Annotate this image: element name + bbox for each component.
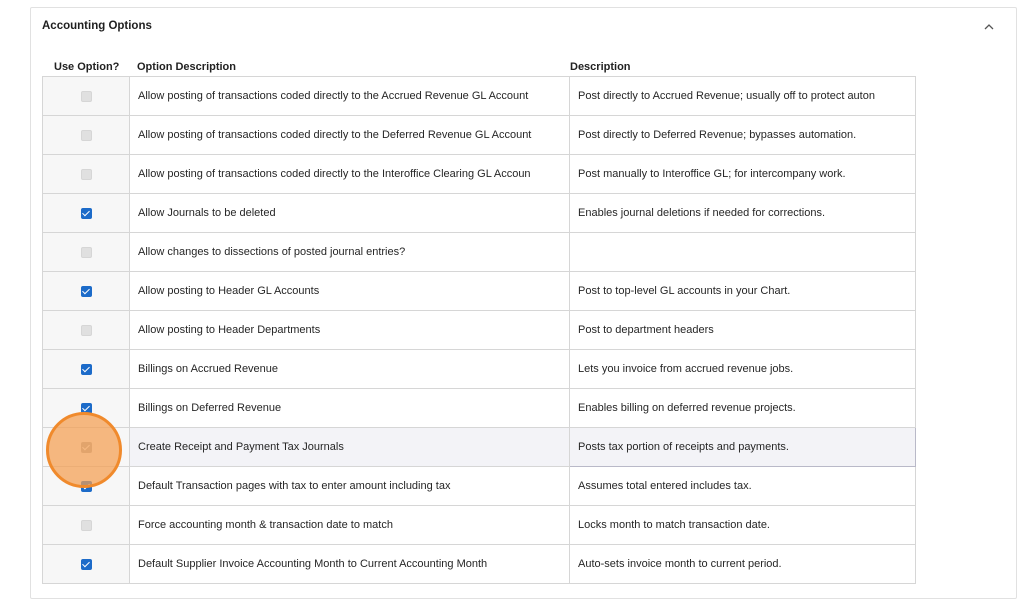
table-row: [43, 506, 916, 545]
options-table: [42, 76, 916, 584]
use-option-checkbox[interactable]: [81, 325, 92, 336]
table-row: [43, 428, 916, 467]
use-option-cell: [43, 116, 130, 155]
use-option-checkbox[interactable]: [81, 286, 92, 297]
description-cell[interactable]: Assumes total entered includes tax.: [570, 467, 916, 506]
column-header-option-description: Option Description: [137, 61, 236, 73]
accounting-options-panel: [30, 7, 1017, 599]
table-row: [43, 194, 916, 233]
use-option-cell: [43, 467, 130, 506]
description-cell[interactable]: Post directly to Deferred Revenue; bypasses automation.: [570, 116, 916, 155]
description-cell[interactable]: Enables billing on deferred revenue projects.: [570, 389, 916, 428]
description-cell[interactable]: Posts tax portion of receipts and payments.: [570, 428, 916, 467]
option-description-cell: Billings on Accrued Revenue: [130, 350, 570, 389]
table-row: [43, 155, 916, 194]
use-option-cell: [43, 155, 130, 194]
panel-title: Accounting Options: [42, 20, 152, 32]
use-option-cell: [43, 233, 130, 272]
description-cell[interactable]: Post manually to Interoffice GL; for intercompany work.: [570, 155, 916, 194]
use-option-checkbox[interactable]: [81, 208, 92, 219]
option-description-cell: Allow posting of transactions coded directly to the Accrued Revenue GL Account: [130, 77, 570, 116]
use-option-checkbox[interactable]: [81, 559, 92, 570]
use-option-checkbox[interactable]: [81, 169, 92, 180]
option-description-cell: Default Supplier Invoice Accounting Month to Current Accounting Month: [130, 545, 570, 584]
use-option-cell: [43, 272, 130, 311]
description-cell[interactable]: Auto-sets invoice month to current period.: [570, 545, 916, 584]
description-cell[interactable]: [570, 233, 916, 272]
use-option-checkbox[interactable]: [81, 364, 92, 375]
table-row: [43, 389, 916, 428]
use-option-cell: [43, 194, 130, 233]
table-row: [43, 311, 916, 350]
option-description-cell: Allow changes to dissections of posted journal entries?: [130, 233, 570, 272]
use-option-cell: [43, 428, 130, 467]
option-description-cell: Allow posting to Header Departments: [130, 311, 570, 350]
option-description-cell: Allow Journals to be deleted: [130, 194, 570, 233]
column-header-description: Description: [570, 61, 631, 73]
use-option-checkbox[interactable]: [81, 91, 92, 102]
use-option-checkbox[interactable]: [81, 247, 92, 258]
description-cell[interactable]: Lets you invoice from accrued revenue jobs.: [570, 350, 916, 389]
use-option-checkbox[interactable]: [81, 130, 92, 141]
use-option-checkbox[interactable]: [81, 442, 92, 453]
use-option-cell: [43, 389, 130, 428]
use-option-cell: [43, 545, 130, 584]
description-cell[interactable]: Post to department headers: [570, 311, 916, 350]
option-description-cell: Allow posting to Header GL Accounts: [130, 272, 570, 311]
option-description-cell: Default Transaction pages with tax to enter amount including tax: [130, 467, 570, 506]
use-option-cell: [43, 77, 130, 116]
description-cell[interactable]: Enables journal deletions if needed for corrections.: [570, 194, 916, 233]
table-row: [43, 350, 916, 389]
table-row: [43, 116, 916, 155]
use-option-checkbox[interactable]: [81, 481, 92, 492]
description-cell[interactable]: Locks month to match transaction date.: [570, 506, 916, 545]
description-cell[interactable]: Post directly to Accrued Revenue; usually off to protect auton: [570, 77, 916, 116]
use-option-checkbox[interactable]: [81, 403, 92, 414]
option-description-cell: Force accounting month & transaction date to match: [130, 506, 570, 545]
description-cell[interactable]: Post to top-level GL accounts in your Chart.: [570, 272, 916, 311]
option-description-cell: Allow posting of transactions coded directly to the Interoffice Clearing GL Accoun: [130, 155, 570, 194]
use-option-checkbox[interactable]: [81, 520, 92, 531]
option-description-cell: Allow posting of transactions coded directly to the Deferred Revenue GL Account: [130, 116, 570, 155]
chevron-up-icon[interactable]: [982, 20, 996, 34]
table-row: [43, 545, 916, 584]
use-option-cell: [43, 311, 130, 350]
column-header-use-option: Use Option?: [54, 61, 120, 73]
use-option-cell: [43, 350, 130, 389]
option-description-cell: Billings on Deferred Revenue: [130, 389, 570, 428]
table-row: [43, 467, 916, 506]
table-row: [43, 233, 916, 272]
option-description-cell: Create Receipt and Payment Tax Journals: [130, 428, 570, 467]
use-option-cell: [43, 506, 130, 545]
table-row: [43, 272, 916, 311]
table-row: [43, 77, 916, 116]
